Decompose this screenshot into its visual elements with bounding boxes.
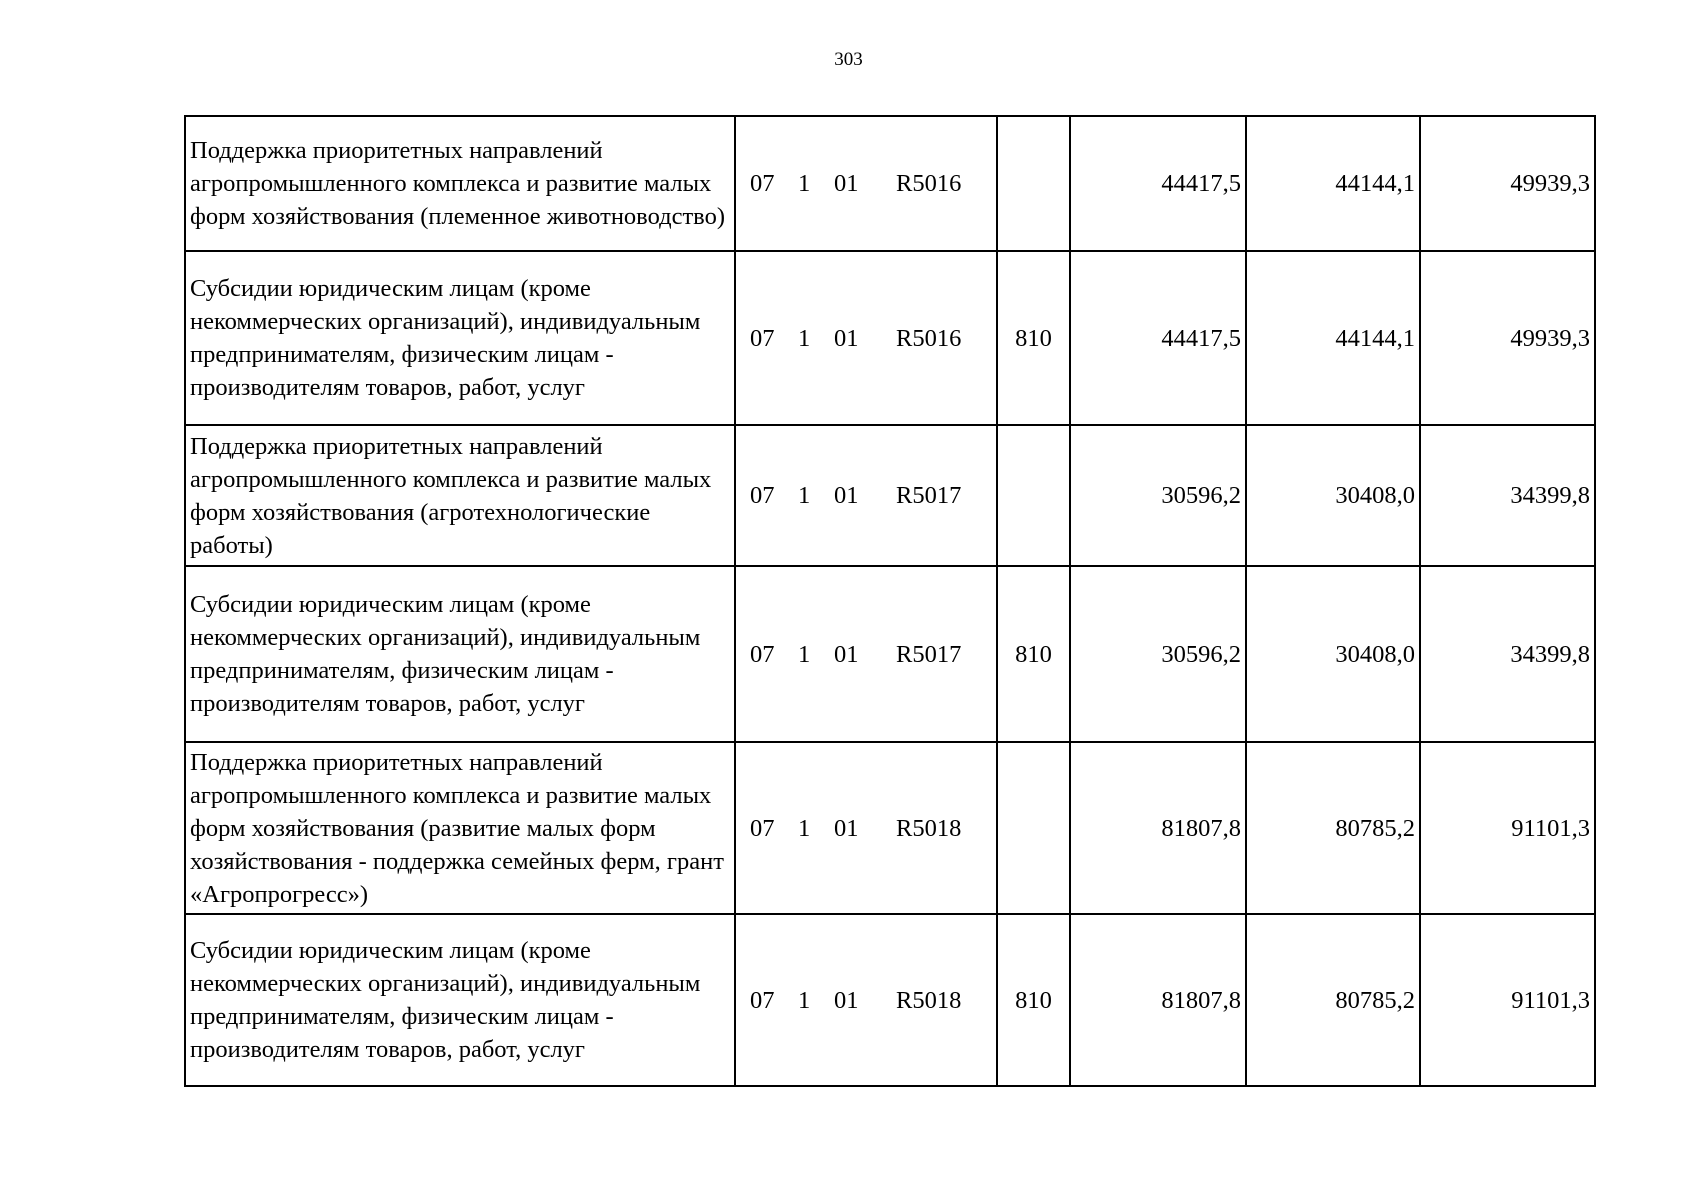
direction-code: R5017 — [896, 482, 962, 509]
table-row — [185, 251, 1595, 425]
amount-year-1-cell: 30596,2 — [1070, 425, 1246, 566]
expense-type-cell — [997, 425, 1070, 566]
row-name-cell: Поддержка приоритетных направлений агропромышленного комплекса и развитие малых форм хозяйствования (племенное животноводство) — [185, 116, 735, 251]
amount-year-3-cell: 49939,3 — [1420, 116, 1595, 251]
table-row — [185, 566, 1595, 742]
classification-code-cell — [735, 914, 997, 1086]
row-name-cell: Субсидии юридическим лицам (кроме некоммерческих организаций), индивидуальным предпринимателям, физическим лицам - производителям товаров, работ, услуг — [185, 914, 735, 1086]
section-code: 07 — [750, 814, 775, 842]
amount-year-3-cell: 91101,3 — [1420, 914, 1595, 1086]
row-name-cell: Поддержка приоритетных направлений агропромышленного комплекса и развитие малых форм хозяйствования (развитие малых форм хозяйствования - поддержка семейных ферм, грант «Агропрогресс») — [185, 742, 735, 914]
amount-year-3-cell: 34399,8 — [1420, 425, 1595, 566]
classification-code-cell — [735, 425, 997, 566]
expense-type-cell: 810 — [997, 914, 1070, 1086]
direction-code: R5016 — [896, 170, 962, 197]
classification-code-cell — [735, 251, 997, 425]
direction-code: R5018 — [896, 986, 962, 1014]
amount-year-1-cell: 30596,2 — [1070, 566, 1246, 742]
budget-table — [184, 115, 1596, 1087]
amount-year-2-cell: 30408,0 — [1246, 566, 1420, 742]
direction-code: R5017 — [896, 640, 962, 668]
classification-code-cell — [735, 116, 997, 251]
amount-year-3-cell: 34399,8 — [1420, 566, 1595, 742]
amount-year-2-cell: 30408,0 — [1246, 425, 1420, 566]
table-row — [185, 914, 1595, 1086]
row-name-cell: Субсидии юридическим лицам (кроме некоммерческих организаций), индивидуальным предпринимателям, физическим лицам - производителям товаров, работ, услуг — [185, 251, 735, 425]
amount-year-3-cell: 49939,3 — [1420, 251, 1595, 425]
table-row — [185, 116, 1595, 251]
section-code: 07 — [750, 324, 775, 352]
row-name-cell: Поддержка приоритетных направлений агропромышленного комплекса и развитие малых форм хозяйствования (агротехнологические работы) — [185, 425, 735, 566]
amount-year-1-cell: 81807,8 — [1070, 742, 1246, 914]
table-row — [185, 425, 1595, 566]
program-code: 1 — [798, 324, 811, 352]
section-code: 07 — [750, 986, 775, 1014]
program-code: 1 — [798, 986, 811, 1014]
expense-type-cell — [997, 742, 1070, 914]
table-row — [185, 742, 1595, 914]
amount-year-2-cell: 44144,1 — [1246, 251, 1420, 425]
amount-year-1-cell: 81807,8 — [1070, 914, 1246, 1086]
expense-type-cell: 810 — [997, 566, 1070, 742]
subprogram-code: 01 — [834, 640, 859, 668]
amount-year-3-cell: 91101,3 — [1420, 742, 1595, 914]
program-code: 1 — [798, 482, 811, 509]
classification-code-cell — [735, 566, 997, 742]
section-code: 07 — [750, 640, 775, 668]
subprogram-code: 01 — [834, 482, 859, 509]
program-code: 1 — [798, 640, 811, 668]
direction-code: R5016 — [896, 324, 962, 352]
section-code: 07 — [750, 482, 775, 509]
program-code: 1 — [798, 170, 811, 197]
subprogram-code: 01 — [834, 986, 859, 1014]
expense-type-cell: 810 — [997, 251, 1070, 425]
program-code: 1 — [798, 814, 811, 842]
amount-year-2-cell: 80785,2 — [1246, 914, 1420, 1086]
expense-type-cell — [997, 116, 1070, 251]
page-number: 303 — [834, 49, 863, 70]
section-code: 07 — [750, 170, 775, 197]
row-name-cell: Субсидии юридическим лицам (кроме некоммерческих организаций), индивидуальным предпринимателям, физическим лицам - производителям товаров, работ, услуг — [185, 566, 735, 742]
amount-year-2-cell: 80785,2 — [1246, 742, 1420, 914]
amount-year-2-cell: 44144,1 — [1246, 116, 1420, 251]
subprogram-code: 01 — [834, 814, 859, 842]
amount-year-1-cell: 44417,5 — [1070, 251, 1246, 425]
classification-code-cell — [735, 742, 997, 914]
subprogram-code: 01 — [834, 170, 859, 197]
direction-code: R5018 — [896, 814, 962, 842]
amount-year-1-cell: 44417,5 — [1070, 116, 1246, 251]
subprogram-code: 01 — [834, 324, 859, 352]
